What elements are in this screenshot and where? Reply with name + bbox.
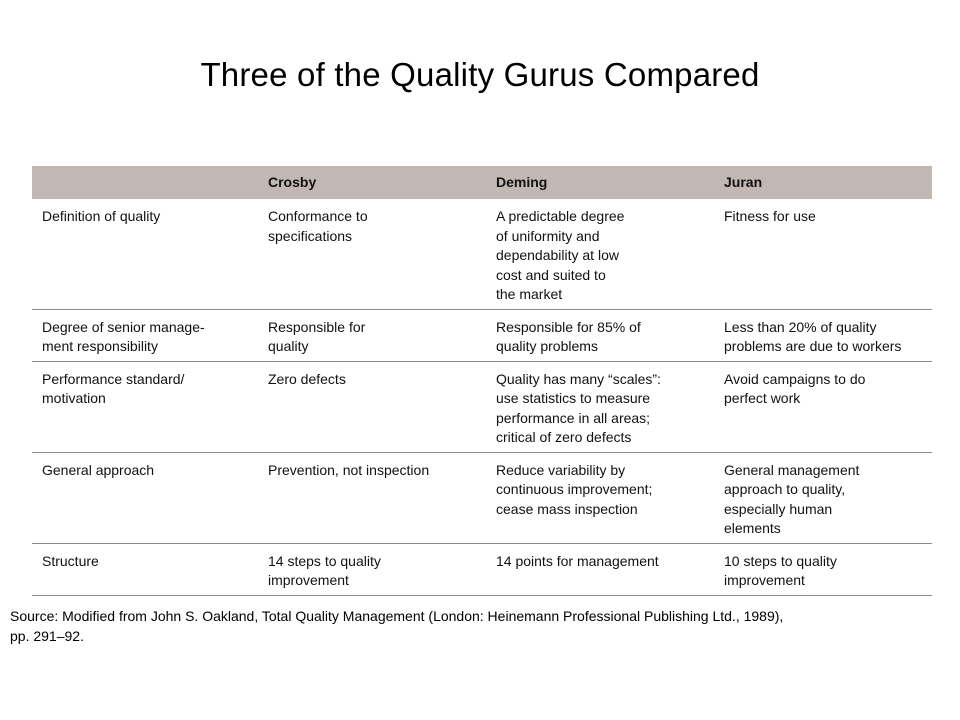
crosby-cell: Conformance to specifications bbox=[258, 199, 486, 309]
table-header-row bbox=[32, 166, 932, 199]
deming-cell: Responsible for 85% of quality problems bbox=[486, 309, 714, 361]
table-row bbox=[32, 452, 932, 543]
crosby-cell: 14 steps to quality improvement bbox=[258, 543, 486, 595]
row-label: Performance standard/ motivation bbox=[32, 361, 258, 452]
deming-cell: Quality has many “scales”: use statistics to measure performance in all areas; critical of zero defects bbox=[486, 361, 714, 452]
comparison-table bbox=[32, 166, 932, 596]
juran-cell: 10 steps to quality improvement bbox=[714, 543, 932, 595]
crosby-cell: Responsible for quality bbox=[258, 309, 486, 361]
crosby-cell: Prevention, not inspection bbox=[258, 452, 486, 543]
table-row bbox=[32, 309, 932, 361]
row-label: Structure bbox=[32, 543, 258, 595]
header-cell-juran: Juran bbox=[714, 166, 932, 199]
comparison-table-container bbox=[32, 166, 932, 596]
juran-cell: General management approach to quality, especially human elements bbox=[714, 452, 932, 543]
juran-cell: Avoid campaigns to do perfect work bbox=[714, 361, 932, 452]
header-cell-criteria bbox=[32, 166, 258, 199]
header-cell-crosby: Crosby bbox=[258, 166, 486, 199]
table-header bbox=[32, 166, 932, 199]
header-cell-deming: Deming bbox=[486, 166, 714, 199]
row-label: Definition of quality bbox=[32, 199, 258, 309]
table-body bbox=[32, 199, 932, 595]
row-label: General approach bbox=[32, 452, 258, 543]
deming-cell: Reduce variability by continuous improvement; cease mass inspection bbox=[486, 452, 714, 543]
deming-cell: A predictable degree of uniformity and dependability at low cost and suited to the market bbox=[486, 199, 714, 309]
table-row bbox=[32, 199, 932, 309]
crosby-cell: Zero defects bbox=[258, 361, 486, 452]
table-row bbox=[32, 361, 932, 452]
table-row bbox=[32, 543, 932, 595]
juran-cell: Less than 20% of quality problems are due to workers bbox=[714, 309, 932, 361]
juran-cell: Fitness for use bbox=[714, 199, 932, 309]
deming-cell: 14 points for management bbox=[486, 543, 714, 595]
row-label: Degree of senior manage- ment responsibility bbox=[32, 309, 258, 361]
source-citation: Source: Modified from John S. Oakland, Total Quality Management (London: Heinemann Professional Publishing Ltd., 1989), pp. 291–92. bbox=[10, 608, 784, 644]
page-title: Three of the Quality Gurus Compared bbox=[200, 56, 760, 93]
